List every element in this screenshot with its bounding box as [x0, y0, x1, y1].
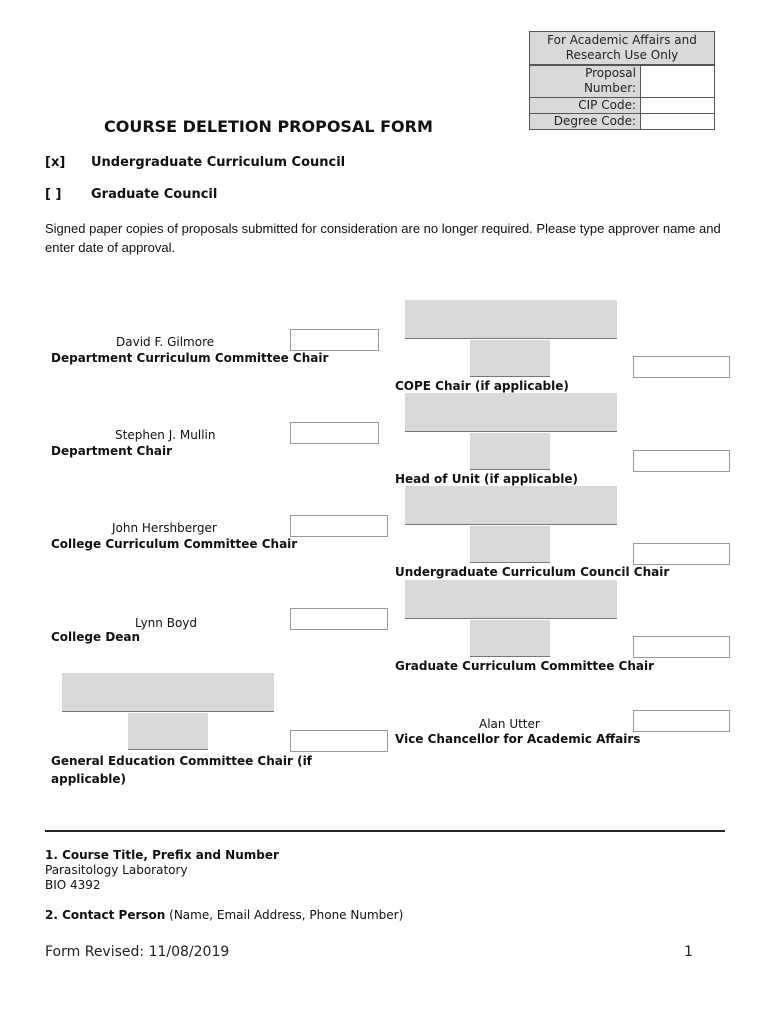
- approver-role: Vice Chancellor for Academic Affairs: [395, 732, 641, 746]
- approver-role: College Curriculum Committee Chair: [51, 537, 298, 551]
- proposal-number-row: [530, 65, 714, 97]
- council-mark-undergrad[interactable]: [x]: [45, 155, 66, 170]
- signature-name-field[interactable]: [405, 580, 617, 619]
- signature-name-field[interactable]: [470, 433, 550, 470]
- degree-code-field[interactable]: [641, 114, 714, 129]
- signature-name-field[interactable]: [62, 673, 274, 712]
- page-number: 1: [684, 944, 693, 960]
- approver-role: Head of Unit (if applicable): [395, 472, 579, 486]
- council-label-undergrad: Undergraduate Curriculum Council: [91, 155, 346, 170]
- notice-text: Signed paper copies of proposals submitted for consideration are no longer required. Please type approver name and enter date of approval.: [45, 221, 721, 255]
- signature-name-field[interactable]: [128, 713, 208, 750]
- signature-name-field[interactable]: [405, 300, 617, 339]
- approver-role: Undergraduate Curriculum Council Chair: [395, 565, 670, 579]
- cip-code-row: [530, 97, 714, 113]
- approval-date-field[interactable]: [290, 515, 388, 537]
- form-revised-text: Form Revised: 11/08/2019: [45, 944, 230, 960]
- page-title: COURSE DELETION PROPOSAL FORM: [104, 117, 433, 136]
- signature-name-field[interactable]: [405, 486, 617, 525]
- section2-detail: (Name, Email Address, Phone Number): [165, 908, 404, 922]
- proposal-number-field[interactable]: [641, 66, 714, 97]
- approver-role: Department Chair: [51, 444, 173, 458]
- approver-role: College Dean: [51, 630, 141, 644]
- approval-date-field[interactable]: [633, 710, 730, 732]
- approval-date-field[interactable]: [290, 608, 388, 630]
- signature-name-field[interactable]: [470, 526, 550, 563]
- approver-name: David F. Gilmore: [116, 335, 215, 349]
- approver-role: General Education Committee Chair (if applicable): [51, 754, 312, 786]
- approval-date-field[interactable]: [633, 636, 730, 658]
- office-use-table: [529, 31, 715, 130]
- approval-date-field[interactable]: [290, 730, 388, 752]
- course-title: Parasitology Laboratory: [45, 863, 188, 877]
- approver-name: Lynn Boyd: [135, 616, 198, 630]
- approver-name: Stephen J. Mullin: [115, 428, 216, 442]
- signature-name-field[interactable]: [405, 393, 617, 432]
- approval-date-field[interactable]: [633, 356, 730, 378]
- approval-date-field[interactable]: [633, 450, 730, 472]
- signature-name-field[interactable]: [470, 340, 550, 377]
- section2-heading: 2. Contact Person: [45, 908, 166, 922]
- approver-role: COPE Chair (if applicable): [395, 379, 569, 393]
- section-divider: [45, 830, 725, 832]
- approver-role: Graduate Curriculum Committee Chair: [395, 659, 655, 673]
- council-label-graduate: Graduate Council: [91, 187, 218, 202]
- approval-date-field[interactable]: [290, 422, 379, 444]
- proposal-number-label: Proposal Number:: [530, 66, 641, 97]
- approval-date-field[interactable]: [633, 543, 730, 565]
- cip-code-label: CIP Code:: [530, 98, 641, 113]
- council-mark-graduate[interactable]: [ ]: [45, 187, 62, 202]
- signature-name-field[interactable]: [470, 620, 550, 657]
- cip-code-field[interactable]: [641, 98, 714, 113]
- approver-role: Department Curriculum Committee Chair: [51, 351, 329, 365]
- section2-line: [45, 908, 403, 922]
- course-number: BIO 4392: [45, 878, 101, 892]
- approval-date-field[interactable]: [290, 329, 379, 351]
- degree-code-row: [530, 113, 714, 129]
- degree-code-label: Degree Code:: [530, 114, 641, 129]
- approver-name: Alan Utter: [479, 717, 540, 731]
- section1-heading: 1. Course Title, Prefix and Number: [45, 848, 279, 862]
- approver-name: John Hershberger: [112, 521, 217, 535]
- office-use-heading: For Academic Affairs and Research Use Only: [530, 32, 714, 65]
